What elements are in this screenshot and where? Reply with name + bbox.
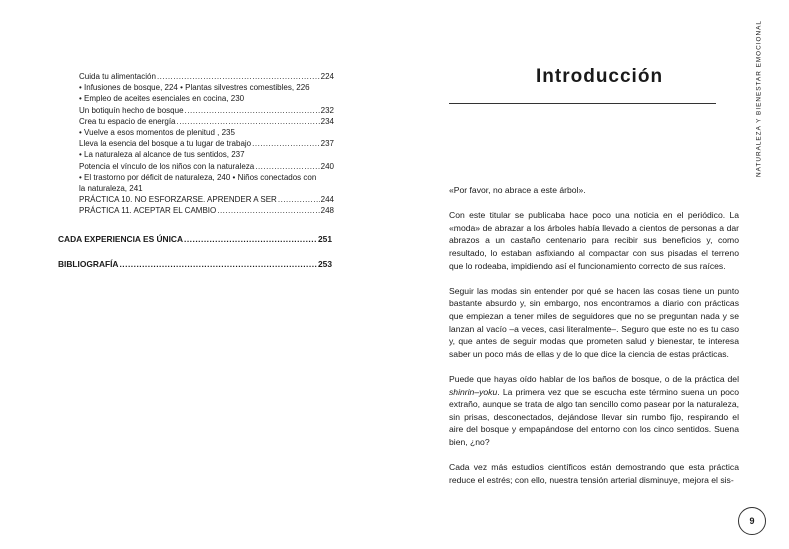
running-head-text: NATURALEZA Y BIENESTAR EMOCIONAL <box>755 20 763 177</box>
toc-entry-title: PRÁCTICA 11. ACEPTAR EL CAMBIO <box>79 206 217 216</box>
paragraph: Con este titular se publicaba hace poco una noticia en el periódico. La «moda» de abrazar a los árboles había llevado a cientos de personas a dar abrazos a un castaño centenario para recibir sus beneficios y, como resultado, lo estaban asfixiando al compactar con sus pisadas el terreno que lo rodeaba, impidiendo así el funcionamiento correcto de sus raíces. <box>449 210 739 271</box>
toc-leader-dots <box>185 105 320 116</box>
page-number: 9 <box>738 507 766 535</box>
toc-subentry: • Infusiones de bosque, 224 • Plantas silvestres comestibles, 226 <box>79 83 310 93</box>
toc-subentry: • Vuelve a esos momentos de plenitud , 235 <box>79 128 235 138</box>
toc-entry-page: 248 <box>320 206 334 216</box>
toc-leader-dots <box>255 161 319 172</box>
running-head <box>752 22 766 182</box>
toc-entry <box>79 71 334 82</box>
toc-major-entry <box>58 259 332 269</box>
table-of-contents <box>79 71 334 217</box>
paragraph <box>449 373 739 449</box>
paragraph: Cada vez más estudios científicos están demostrando que esta práctica reduce el estrés; con ello, nuestra tensión arterial disminuye, mejora el sis- <box>449 462 739 485</box>
toc-entry-page: 224 <box>320 72 334 81</box>
toc-entry-page: 240 <box>320 161 334 171</box>
title-rule <box>449 103 716 104</box>
emphasis-term: shinrin–yoku <box>449 386 498 397</box>
toc-entry-page: 237 <box>320 139 334 149</box>
toc-major-entry <box>58 234 332 244</box>
toc-subentry: • La naturaleza al alcance de tus sentidos, 237 <box>79 150 245 160</box>
toc-major-title: CADA EXPERIENCIA ES ÚNICA <box>58 234 184 244</box>
toc-major-page: 253 <box>318 259 332 269</box>
toc-entry-title: Crea tu espacio de energía <box>79 116 176 126</box>
toc-entry <box>79 194 334 205</box>
left-page <box>0 0 394 549</box>
toc-leader-dots <box>119 259 317 269</box>
paragraph: Seguir las modas sin entender por qué se hacen las cosas tiene un punto bastante absurdo y, sin embargo, nos encontramos a diario con prácticas que empiezan a tener miles de seguidores que no se preguntan nada y se lanzan al vacío –a veces, casi literalmente–. Seguro que este no es tu caso y, que antes de seguir modas que prometen salud y bienestar, te interesa saber un poco más de ellas y de lo que dice la ciencia de estas prácticas. <box>449 285 739 359</box>
toc-entry-title: Cuida tu alimentación <box>79 72 156 81</box>
toc-major-title: BIBLIOGRAFÍA <box>58 259 119 269</box>
toc-entry-title: Un botiquín hecho de bosque <box>79 105 184 115</box>
toc-leader-dots <box>184 234 317 244</box>
paragraph: «Por favor, no abrace a este árbol». <box>449 185 586 195</box>
toc-entry-title: Lleva la esencia del bosque a tu lugar de trabajo <box>79 139 252 149</box>
toc-entry-page: 232 <box>320 105 334 115</box>
toc-entry <box>79 205 334 216</box>
paragraph-text: Puede que hayas oído hablar de los baños de bosque, o de la práctica del <box>449 373 739 384</box>
toc-leader-dots <box>177 116 320 127</box>
toc-entry-page: 234 <box>320 116 334 126</box>
toc-entry-title: PRÁCTICA 10. NO ESFORZARSE. APRENDER A SER <box>79 195 277 205</box>
toc-entry <box>79 116 334 127</box>
toc-major-page: 251 <box>318 234 332 244</box>
toc-leader-dots <box>217 205 319 216</box>
toc-entry <box>79 138 334 149</box>
chapter-body <box>449 184 739 499</box>
toc-entry <box>79 161 334 172</box>
chapter-title: Introducción <box>536 66 664 87</box>
toc-subentry: • Empleo de aceites esenciales en cocina, 230 <box>79 94 245 104</box>
toc-entry <box>79 105 334 116</box>
toc-entry-title: Potencia el vínculo de los niños con la naturaleza <box>79 161 255 171</box>
toc-leader-dots <box>157 71 320 82</box>
toc-leader-dots <box>278 194 320 205</box>
toc-leader-dots <box>252 138 320 149</box>
toc-subentry: • El trastorno por déficit de naturaleza, 240 • Niños conectados con <box>79 172 317 182</box>
paragraph-text: . La primera vez que se escucha este término suena un poco extraño, aunque se trata de algo tan sencillo como pasear por la naturaleza, sin prisas, desconectados, dejándose llevar sin rumbo fijo, respirando el aire del bosque y empapándose del entorno con los cinco sentidos. Suena bien, ¿no? <box>449 386 739 447</box>
toc-subentry: la naturaleza, 241 <box>79 184 143 194</box>
toc-entry-page: 244 <box>320 195 334 205</box>
